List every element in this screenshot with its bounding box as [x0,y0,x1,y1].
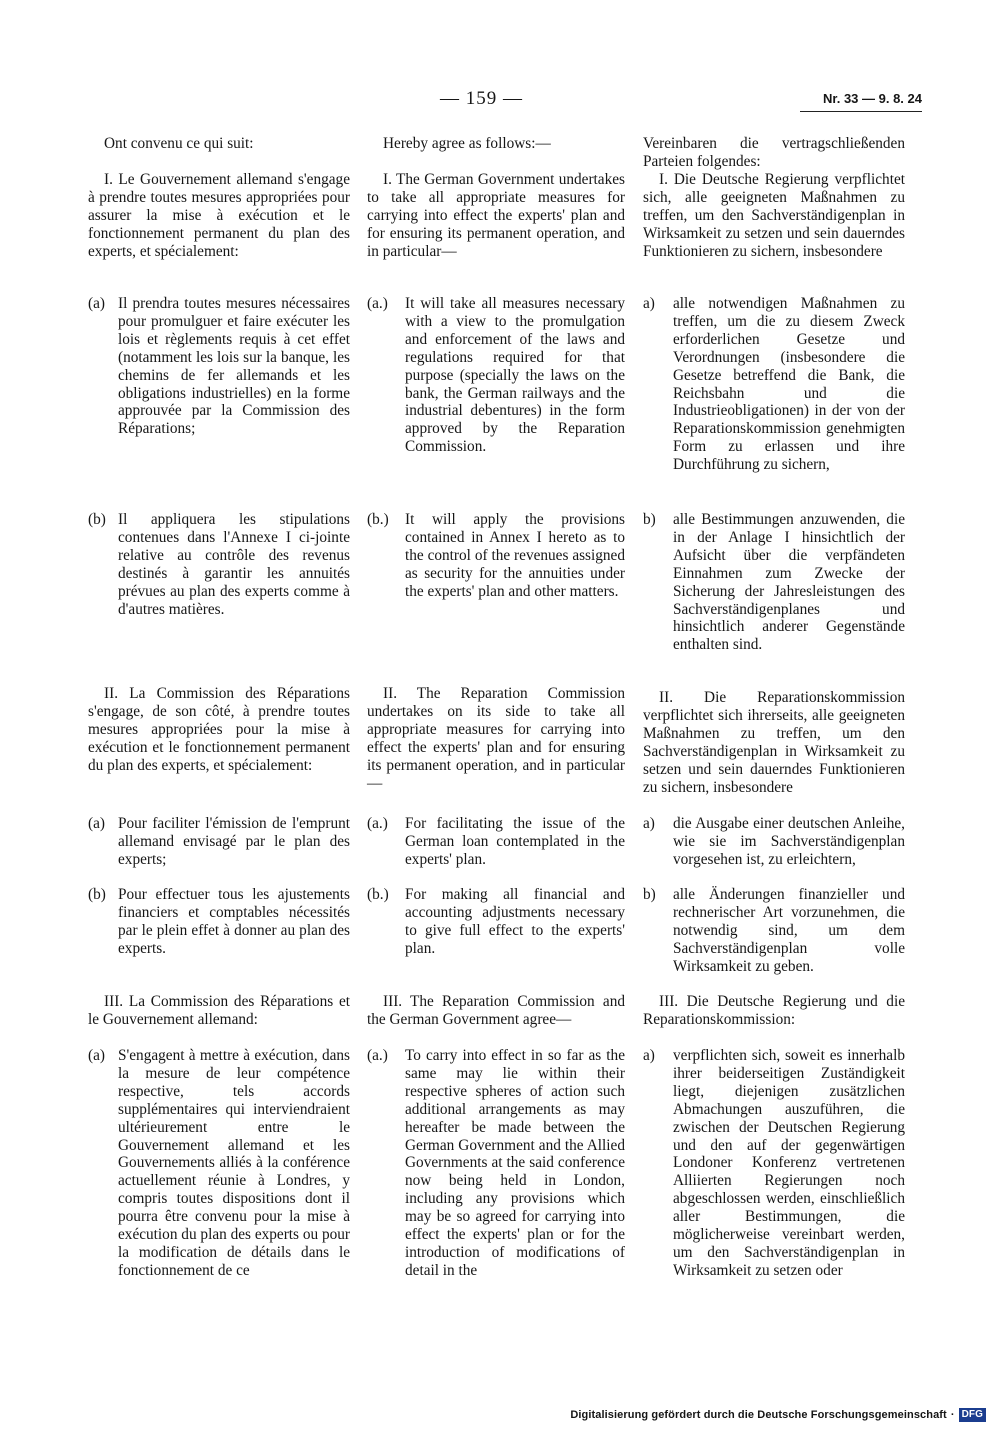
section-1a-item [88,295,350,438]
item-text: For facilitating the issue of the German loan contemplated in the experts' plan. [405,815,625,868]
item-text: For making all financial and accounting adjustments necessary to give full effect to the experts' plan. [405,886,625,957]
intro-paragraph: Vereinbaren die vertragschließenden Parteien folgendes: [643,135,905,170]
credit-text: Digitalisierung gefördert durch die Deutsche Forschungsgemeinschaft [570,1409,947,1421]
item-text: Pour effectuer tous les ajustements financiers et comptables nécessités par le plein effet à donner au plan des experts. [118,886,350,957]
item-text: To carry into effect in so far as the same may lie within their respective spheres of action such additional arrangements as may hereafter be made between the German Government and the Allied Governments at the said conference now being held in London, including any provisions which may be so agreed for carrying into effect the experts' plan or for the introduction of modifications of detail in the [405,1047,625,1279]
item-text: S'engagent à mettre à exécution, dans la mesure de leur compétence respective, tels accords supplémentaires qui interviendraient ultérieurement entre le Gouvernement allemand et les Gouvernements alliés à la conférence actuellement réunie à Londres, y compris toutes dispositions dont il pourra être convenu pour la mise à exécution du plan des experts ou pour la modification de détails dans le fonctionnement de ce [118,1047,350,1279]
dfg-logo: DFG [959,1408,986,1422]
item-label: a) [643,295,655,312]
item-label: (a) [88,295,105,312]
item-text: alle notwendigen Maßnahmen zu treffen, um die zu diesem Zweck erforderlichen Gesetze und Verordnungen (insbesondere die Gesetze betreffend die Bank, die Reichsbahn und die Industrieobligationen) in der von der Reparationskommission genehmigten Form zu erlassen und ihre Durchführung zu sichern, [673,295,905,474]
section-3a-item [88,1047,350,1280]
page-number: — 159 — [440,88,523,109]
item-text: It will take all measures necessary with a view to the promulgation and enforcement of the laws and regulations required for that purpose (specially the laws on the bank, the German railways and the industrial debentures) in the form approved by the Reparation Commission. [405,295,625,456]
item-label: (b.) [367,511,389,528]
item-label: a) [643,1047,655,1064]
item-label: (a.) [367,1047,388,1064]
dot-separator: · [950,1409,955,1421]
section-2a-item [88,815,350,869]
section-1-paragraph: I. Die Deutsche Regierung verpflichtet sich, alle geeigneten Maßnahmen zu treffen, um den Sachverständigenplan in Wirksamkeit zu setzen und sein dauerndes Funktionieren zu sichern, insbesondere [643,171,905,260]
section-3-paragraph: III. The Reparation Commission and the German Government agree— [367,993,625,1028]
item-label: (a) [88,1047,105,1064]
item-label: (b.) [367,886,389,903]
item-label: (a) [88,815,105,832]
section-1a-item [367,295,625,456]
item-text: Il appliquera les stipulations contenues dans l'Annexe I ci-jointe relative au contrôle des revenus destinés à garantir les annuités prévues au plan des experts comme à d'autres matières. [118,511,350,618]
item-text: It will apply the provisions contained in Annex I hereto as to the control of the revenues assigned as security for the annuities under the experts' plan and other matters. [405,511,625,600]
digitization-credit [570,1408,986,1422]
section-3-paragraph: III. La Commission des Réparations et le Gouvernement allemand: [88,993,350,1028]
section-3a-item [367,1047,625,1280]
item-label: b) [643,511,656,528]
section-1b-item [367,511,625,601]
section-2a-item [367,815,625,869]
issue-reference: Nr. 33 — 9. 8. 24 [822,91,922,106]
section-3a-item [643,1047,905,1280]
item-label: (b) [88,511,106,528]
item-text: alle Bestimmungen anzuwenden, die in der Anlage I hinsichtlich der Aufsicht über die verpfändeten Einnahmen zum Zwecke der Sicherung der Jahresleistungen des Sachverständigenplanes und hinsichtlich anderer Gegenstände enthalten sind. [673,511,905,654]
section-2-paragraph: II. Die Reparationskommission verpflichtet sich ihrerseits, alle geeigneten Maßnahmen zu treffen, um den Sachverständigenplan in Wirksamkeit zu setzen und sein dauerndes Funktionieren zu sichern, insbesondere [643,689,905,796]
item-text: Il prendra toutes mesures nécessaires pour promulguer et faire exécuter les lois et règlements requis à cet effet (notamment les lois sur la banque, les chemins de fer allemands et les obligations industrielles) en la forme approuvée par la Commission des Réparations; [118,295,350,438]
section-2-paragraph: II. La Commission des Réparations s'engage, de son côté, à prendre toutes mesures appropriées pour la mise à exécution et le fonctionnement permanent du plan des experts, et spécialement: [88,685,350,774]
section-2-paragraph: II. The Reparation Commission undertakes on its side to take all appropriate measures for carrying into effect the experts' plan and for ensuring its permanent operation, and in particular— [367,685,625,792]
item-label: a) [643,815,655,832]
intro-paragraph: Ont convenu ce qui suit: [104,135,254,152]
intro-paragraph: Hereby agree as follows:— [383,135,551,152]
item-text: die Ausgabe einer deutschen Anleihe, wie sie im Sachverständigenplan vorgesehen ist, zu erleichtern, [673,815,905,868]
section-1a-item [643,295,905,474]
section-2b-item [88,886,350,958]
section-2b-item [367,886,625,958]
section-1b-item [643,511,905,654]
item-text: alle Änderungen finanzieller und rechnerischer Art vorzunehmen, die notwendig sind, um dem Sachverständigenplan volle Wirksamkeit zu geben. [673,886,905,975]
section-1-paragraph: I. Le Gouvernement allemand s'engage à prendre toutes mesures appropriées pour assurer la mise à exécution et le fonctionnement permanent du plan des experts, et spécialement: [88,171,350,260]
section-1-paragraph: I. The German Government undertakes to take all appropriate measures for carrying into effect the experts' plan and for ensuring its permanent operation, and in particular— [367,171,625,260]
section-2a-item [643,815,905,869]
item-label: b) [643,886,656,903]
section-2b-item [643,886,905,976]
section-1b-item [88,511,350,618]
item-label: (a.) [367,295,388,312]
item-text: verpflichten sich, soweit es innerhalb ihrer beiderseitigen Zuständigkeit liegt, diejenigen zusätzlichen Abmachungen auszuführen, die zwischen der Deutschen Regierung und den auf der gegenwärtigen Londoner Konferenz vertretenen Alliierten Regierungen noch abgeschlossen werden, einschließlich aller Bestimmungen, die möglicherweise vereinbart werden, um den Sachverständigenplan in Wirksamkeit zu setzen oder [673,1047,905,1279]
header-rule [800,111,922,112]
item-label: (b) [88,886,106,903]
section-3-paragraph: III. Die Deutsche Regierung und die Reparationskommission: [643,993,905,1028]
item-label: (a.) [367,815,388,832]
item-text: Pour faciliter l'émission de l'emprunt allemand envisagé par le plan des experts; [118,815,350,868]
